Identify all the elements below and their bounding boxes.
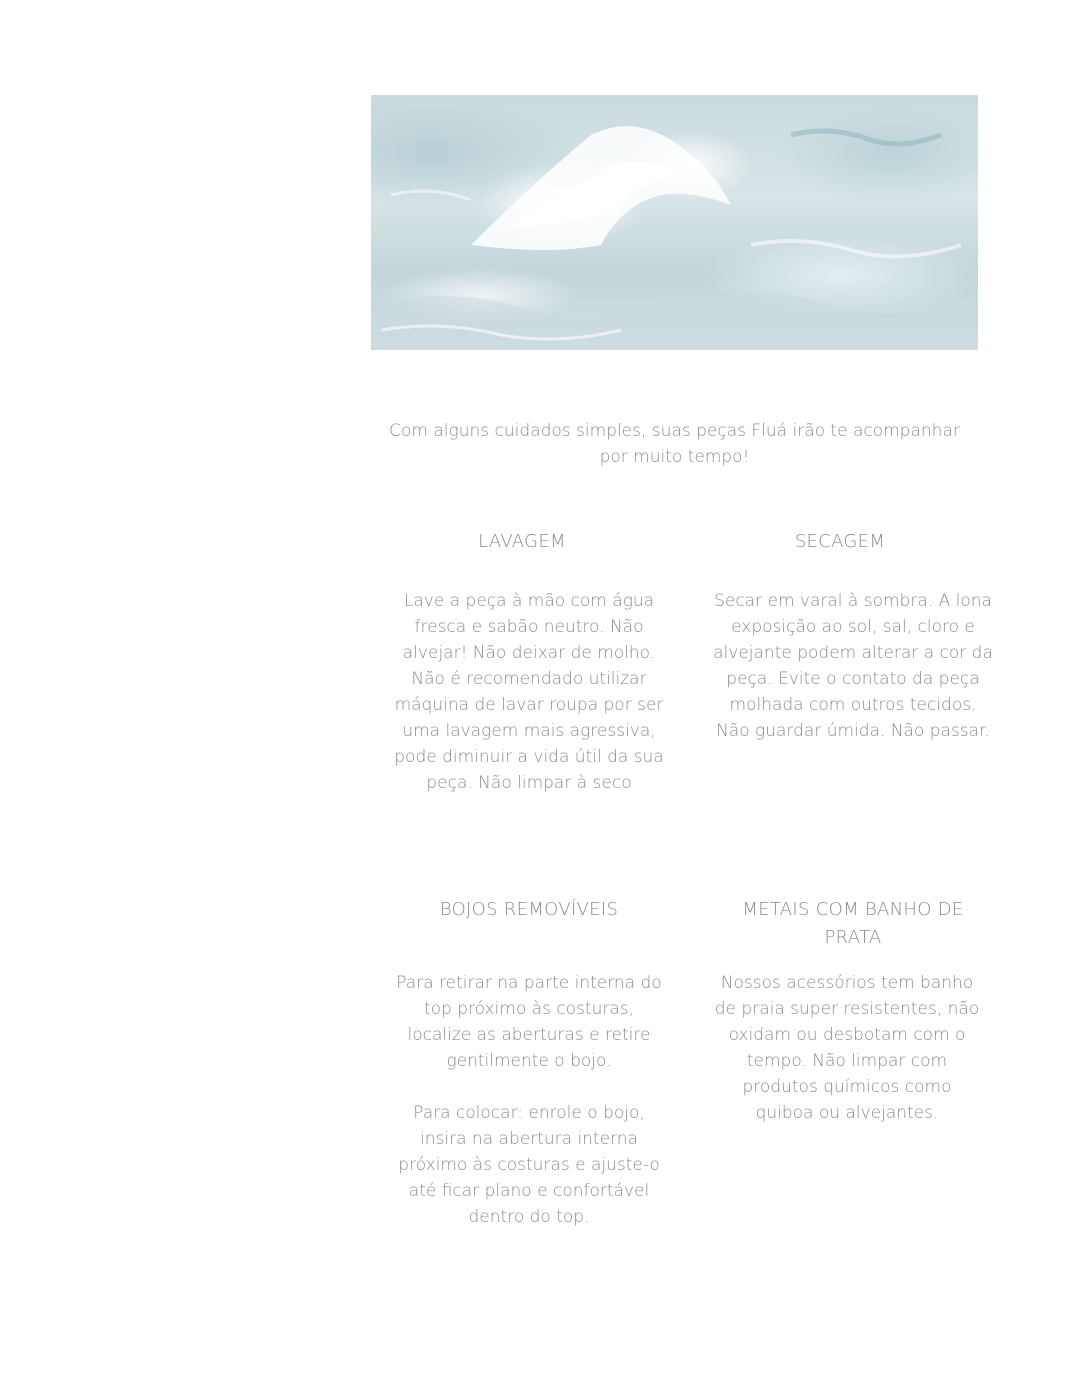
intro-text [371, 418, 978, 470]
lavagem-heading: LAVAGEM [478, 531, 566, 552]
secagem-text [712, 588, 994, 744]
metais-paragraph: Nossos acessórios tem banho de praia super resistentes, não oxidam ou desbotam com o tempo. Não limpar com produtos químicos como quiboa ou alvejantes. [714, 973, 980, 1123]
ocean-wave-image [371, 95, 978, 350]
secagem-heading: SECAGEM [794, 531, 886, 552]
intro-line-1: Com alguns cuidados simples, suas peças Fluá irão te acompanhar [389, 421, 960, 441]
wave-foam-graphic [371, 95, 978, 350]
bojos-heading: BOJOS REMOVÍVEIS [439, 899, 619, 920]
metais-text [712, 970, 982, 1126]
secagem-paragraph: Secar em varal à sombra. A lona exposição ao sol, sal, cloro e alvejante podem alterar a cor da peça. Evite o contato da peça molhada com outros tecidos. Não guardar úmida. Não passar. [713, 591, 993, 741]
bojos-paragraph-1: Para retirar na parte interna do top próximo às costuras, localize as aberturas e retire gentilmente o bojo. [396, 973, 662, 1071]
intro-line-2: por muito tempo! [599, 447, 750, 467]
bojos-text [392, 970, 666, 1230]
metais-heading: METAIS COM BANHO DE PRATA [742, 899, 964, 948]
lavagem-text [391, 588, 667, 796]
bojos-paragraph-2: Para colocar: enrole o bojo, insira na abertura interna próximo às costuras e ajuste-o até ficar plano e confortável dentro do top. [398, 1103, 660, 1227]
lavagem-paragraph: Lave a peça à mão com água fresca e sabão neutro. Não alvejar! Não deixar de molho. Não é recomendado utilizar máquina de lavar roupa por ser uma lavagem mais agressiva, pode diminuir a vida útil da sua peça. Não limpar à seco [394, 591, 664, 793]
